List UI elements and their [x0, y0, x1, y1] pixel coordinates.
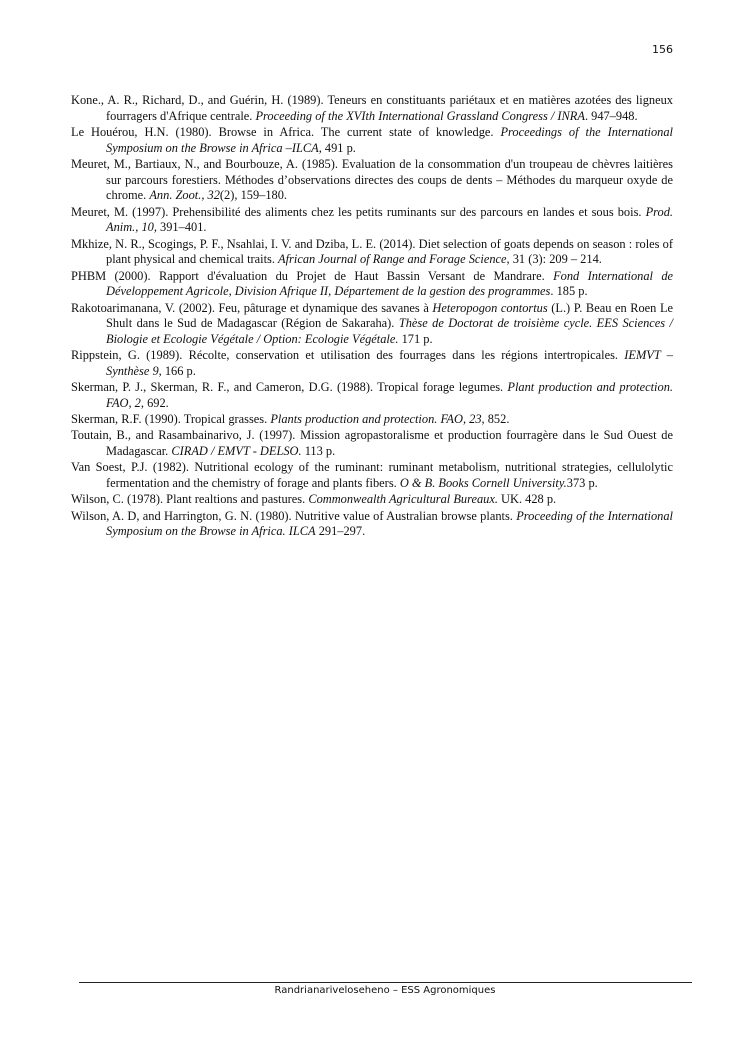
reference-entry	[71, 93, 673, 124]
footer-divider	[79, 982, 692, 983]
reference-entry	[71, 237, 673, 268]
footer-author: Randrianariveloseheno – ESS Agronomiques	[274, 985, 496, 996]
reference-entry	[71, 301, 673, 348]
reference-italic-segment: Thèse de Doctorat de troisième cycle. EES Sciences / Biologie et Ecologie Végétale / Option: Ecologie Végétale.	[106, 316, 673, 346]
reference-text-segment: 491 p.	[321, 140, 356, 155]
reference-entry	[71, 412, 673, 428]
reference-italic-segment: Prod. Anim., 10,	[106, 204, 673, 235]
reference-text-segment: 373 p.	[566, 476, 598, 491]
reference-italic-segment: Commonwealth Agricultural Bureaux.	[308, 492, 498, 507]
reference-entry	[71, 125, 673, 156]
reference-text-segment: 171 p.	[398, 331, 433, 346]
reference-italic-segment: African Journal of Range and Forage Science	[278, 252, 507, 267]
reference-text-segment: Meuret, M. (1997). Prehensibilité des aliments chez les petits ruminants sur des parcours en landes et sous bois.	[71, 204, 646, 219]
reference-text-segment: Meuret, M., Bartiaux, N., and Bourbouze, A. (1985). Evaluation de la consommation d'un troupeau de chèvres laitières sur parcours forestiers. Méthodes d’observations directes des coups de dents – Méthodes du marqueur oxyde de chrome.	[71, 156, 673, 203]
reference-italic-segment: CIRAD / EMVT - DELSO.	[171, 444, 302, 459]
reference-text-segment: Le Houérou, H.N. (1980). Browse in Africa. The current state of knowledge.	[71, 124, 501, 139]
reference-text-segment: , 692.	[140, 395, 169, 410]
reference-entry	[71, 509, 673, 540]
reference-text-segment: (2), 159–180.	[219, 188, 288, 203]
reference-text-segment: Kone., A. R., Richard, D., and Guérin, H. (1989). Teneurs en constituants pariétaux et en matières azotées des ligneux fourragers d'Afrique centrale.	[71, 93, 673, 123]
reference-italic-segment: Fond International de Développement Agricole, Division Afrique II, Département de la gestion des programmes	[106, 268, 674, 299]
reference-entry	[71, 157, 673, 204]
reference-italic-segment: Heteropogon contortus	[432, 300, 548, 315]
reference-text-segment: Mkhize, N. R., Scogings, P. F., Nsahlai, I. V. and Dziba, L. E. (2014). Diet selection of goats depends on season : roles of plant physical and chemical traits.	[71, 236, 673, 267]
reference-text-segment: UK. 428 p.	[497, 492, 557, 507]
reference-entry	[71, 460, 673, 491]
reference-text-segment: Skerman, P. J., Skerman, R. F., and Cameron, D.G. (1988). Tropical forage legumes.	[71, 380, 508, 395]
reference-italic-segment: Proceeding of the International Symposium on the Browse in Africa. ILCA	[106, 508, 673, 539]
reference-entry	[71, 269, 673, 300]
reference-text-segment: 291–297.	[315, 524, 366, 539]
reference-text-segment: . 185 p.	[550, 284, 588, 299]
reference-text-segment: Wilson, C. (1978). Plant realtions and pastures.	[71, 492, 309, 507]
reference-list	[71, 93, 673, 541]
reference-text-segment: Rippstein, G. (1989). Récolte, conservation et utilisation des fourrages dans les régions intertropicales.	[71, 348, 625, 363]
reference-text-segment: Wilson, A. D, and Harrington, G. N. (1980). Nutritive value of Australian browse plants.	[71, 508, 517, 523]
reference-entry	[71, 205, 673, 236]
reference-text-segment: Skerman, R.F. (1990). Tropical grasses.	[71, 412, 271, 427]
reference-text-segment: , 31 (3): 209 – 214.	[506, 252, 602, 267]
reference-text-segment: , 852.	[481, 412, 510, 427]
reference-italic-segment: Plant production and protection. FAO, 2	[106, 380, 673, 410]
page-number: 156	[652, 43, 673, 56]
reference-text-segment: 391–401.	[156, 220, 207, 235]
reference-entry	[71, 492, 673, 508]
reference-italic-segment: Plants production and protection. FAO, 23	[270, 412, 482, 427]
reference-text-segment: Toutain, B., and Rasambainarivo, J. (1997). Mission agropastoralisme et production fourragère dans le Sud Ouest de Madagascar.	[71, 428, 673, 459]
reference-italic-segment: Proceeding of the XVIth International Grassland Congress / INRA	[255, 108, 585, 123]
reference-text-segment: Van Soest, P.J. (1982). Nutritional ecology of the ruminant: ruminant metabolism, nutritional strategies, cellulolytic fermentation and the chemistry of forage and plants fibers.	[71, 460, 673, 491]
reference-italic-segment: Proceedings of the International Symposium on the Browse in Africa –ILCA,	[106, 124, 673, 155]
reference-text-segment: 166 p.	[161, 363, 196, 378]
reference-entry	[71, 380, 673, 411]
reference-entry	[71, 348, 673, 379]
reference-italic-segment: IEMVT – Synthèse 9,	[106, 348, 673, 378]
reference-text-segment: 113 p.	[301, 444, 336, 459]
reference-text-segment: (L.) P. Beau en Roen Le Shult dans le Sud de Madagascar (Région de Sakaraha).	[106, 300, 674, 331]
reference-text-segment: Rakotoarimanana, V. (2002). Feu, pâturage et dynamique des savanes à	[71, 300, 433, 315]
reference-text-segment: . 947–948.	[584, 108, 638, 123]
reference-italic-segment: O & B. Books Cornell University.	[399, 476, 567, 491]
reference-italic-segment: Ann. Zoot., 32	[149, 188, 220, 203]
reference-entry	[71, 428, 673, 459]
reference-text-segment: PHBM (2000). Rapport d'évaluation du Projet de Haut Bassin Versant de Mandrare.	[71, 268, 554, 283]
